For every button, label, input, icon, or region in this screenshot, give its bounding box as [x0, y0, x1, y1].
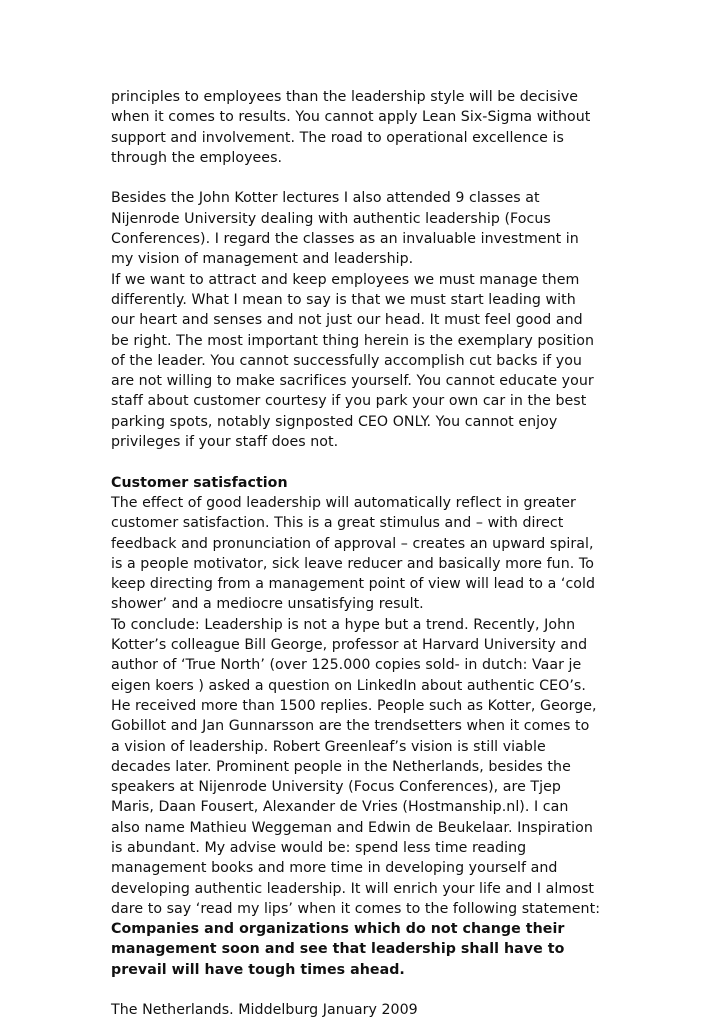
paragraph-nijenrode [111, 188, 631, 452]
text-line: keep directing from a management point of view will lead to a ‘cold [111, 576, 596, 593]
text-line: parking spots, notably signposted CEO ONLY. You cannot enjoy [111, 413, 558, 430]
text-line: speakers at Nijenrode University (Focus Conferences), are Tjep [111, 779, 561, 796]
paragraph-spacer [111, 168, 631, 188]
closing-line: The Netherlands. Middelburg January 2009 [111, 1002, 418, 1019]
text-line: eigen koers ) asked a question on LinkedIn about authentic CEO’s. [111, 677, 586, 694]
text-line: be right. The most important thing herein is the exemplary position [111, 332, 595, 349]
text-line: Kotter’s colleague Bill George, professor at Harvard University and [111, 637, 588, 654]
bold-statement-line: management soon and see that leadership shall have to [111, 941, 565, 958]
text-line: when it comes to results. You cannot apply Lean Six-Sigma without [111, 109, 591, 126]
paragraph-intro [111, 87, 631, 168]
text-line: is a people motivator, sick leave reducer and basically more fun. To [111, 555, 594, 572]
text-line: principles to employees than the leadership style will be decisive [111, 89, 579, 105]
bold-statement-line: prevail will have tough times ahead. [111, 961, 405, 978]
text-line: of the leader. You cannot successfully accomplish cut backs if you [111, 352, 582, 369]
text-line: shower’ and a mediocre unsatisfying result. [111, 596, 424, 613]
text-line: is abundant. My advise would be: spend less time reading [111, 839, 527, 856]
text-line: decades later. Prominent people in the Netherlands, besides the [111, 758, 571, 775]
paragraph-spacer [111, 452, 631, 472]
section-heading: Customer satisfaction [111, 474, 288, 491]
text-line: Besides the John Kotter lectures I also attended 9 classes at [111, 190, 540, 207]
text-line: author of ‘True North’ (over 125.000 copies sold- in dutch: Vaar je [111, 657, 582, 674]
text-line: my vision of management and leadership. [111, 251, 414, 268]
text-line: Nijenrode University dealing with authentic leadership (Focus [111, 210, 551, 227]
text-line: are not willing to make sacrifices yourself. You cannot educate your [111, 373, 594, 390]
text-line: dare to say ‘read my lips’ when it comes to the following statement: [111, 900, 601, 917]
text-line: our heart and senses and not just our head. It must feel good and [111, 312, 583, 329]
paragraph-customer-satisfaction [111, 493, 631, 919]
text-line: customer satisfaction. This is a great stimulus and – with direct [111, 515, 564, 532]
text-line: feedback and pronunciation of approval – creates an upward spiral, [111, 535, 594, 552]
text-column [111, 87, 631, 1021]
bold-statement-line: Companies and organizations which do not change their [111, 921, 565, 938]
paragraph-spacer [111, 980, 631, 1000]
text-line: Conferences). I regard the classes as an invaluable investment in [111, 231, 579, 248]
text-line: differently. What I mean to say is that we must start leading with [111, 291, 576, 308]
text-line: a vision of leadership. Robert Greenleaf’s vision is still viable [111, 738, 546, 755]
text-line: If we want to attract and keep employees we must manage them [111, 271, 580, 288]
text-line: He received more than 1500 replies. People such as Kotter, George, [111, 697, 597, 714]
text-line: Maris, Daan Fousert, Alexander de Vries (Hostmanship.nl). I can [111, 799, 569, 816]
text-line: To conclude: Leadership is not a hype but a trend. Recently, John [111, 616, 576, 633]
text-line: Gobillot and Jan Gunnarsson are the trendsetters when it comes to [111, 718, 590, 735]
text-line: through the employees. [111, 149, 283, 166]
bold-statement [111, 919, 631, 980]
text-line: developing authentic leadership. It will enrich your life and I almost [111, 880, 594, 897]
text-line: management books and more time in developing yourself and [111, 860, 558, 877]
text-line: The effect of good leadership will automatically reflect in greater [111, 494, 576, 511]
text-line: staff about customer courtesy if you park your own car in the best [111, 393, 587, 410]
text-line: support and involvement. The road to operational excellence is [111, 129, 564, 146]
text-line: privileges if your staff does not. [111, 434, 339, 451]
text-line: also name Mathieu Weggeman and Edwin de Beukelaar. Inspiration [111, 819, 593, 836]
